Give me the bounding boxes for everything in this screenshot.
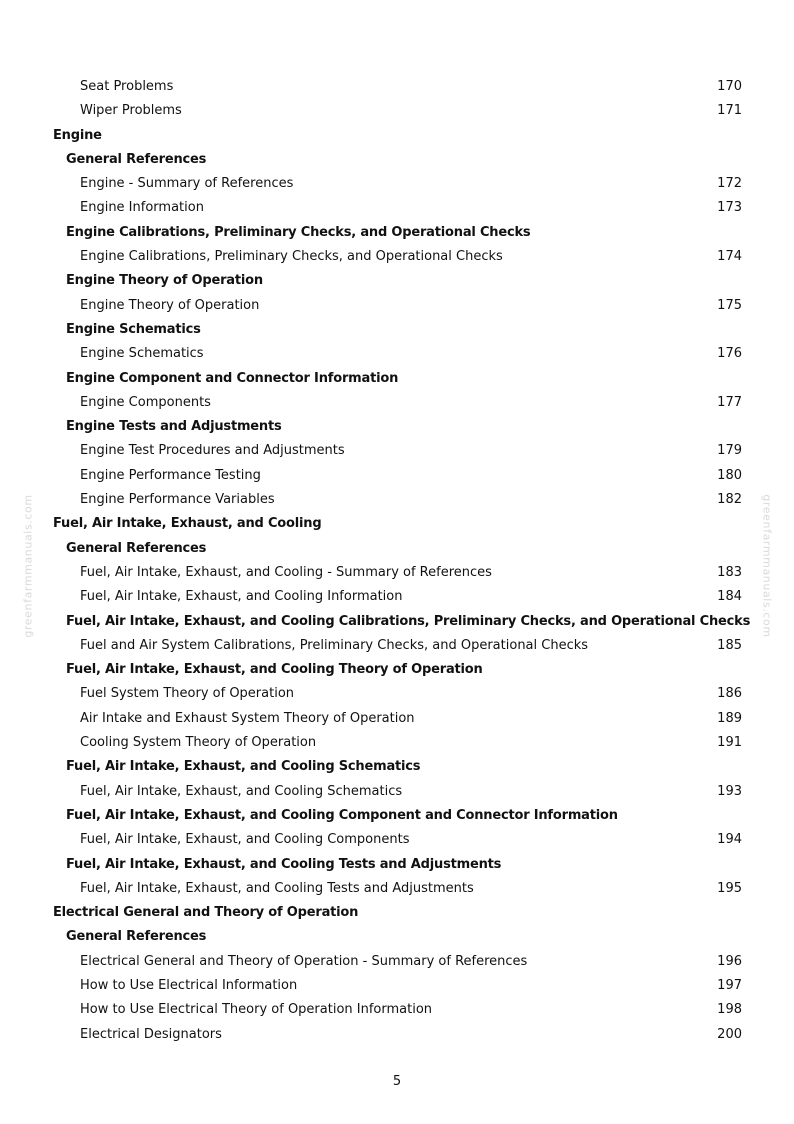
toc-page-number: 196: [717, 953, 742, 969]
page-number: 5: [392, 1074, 402, 1089]
toc-section-row[interactable]: [0, 755, 794, 779]
toc-chapter-title: Electrical General and Theory of Operation: [53, 905, 359, 921]
toc-entry-row[interactable]: [0, 998, 794, 1022]
toc-entry-row[interactable]: [0, 75, 794, 99]
toc-entry-row[interactable]: [0, 488, 794, 512]
toc-entry-title: Seat Problems: [80, 79, 174, 94]
toc-entry-row[interactable]: [0, 974, 794, 998]
toc-page-number: 200: [717, 1026, 742, 1042]
toc-page-number: 173: [717, 200, 742, 216]
toc-entry-row[interactable]: [0, 682, 794, 706]
toc-entry-row[interactable]: [0, 391, 794, 415]
toc-page-number: 198: [717, 1002, 742, 1018]
toc-page-number: 177: [717, 394, 742, 410]
toc-entry-row[interactable]: [0, 707, 794, 731]
toc-page-number: 193: [717, 783, 742, 799]
toc-entry-row[interactable]: [0, 634, 794, 658]
toc-entry-title: Air Intake and Exhaust System Theory of Operation: [80, 710, 415, 726]
toc-entry-title: Fuel and Air System Calibrations, Preliminary Checks, and Operational Checks: [80, 637, 589, 653]
toc-entry-title: Engine Performance Variables: [80, 492, 275, 508]
toc-page-number: 183: [717, 564, 742, 580]
toc-entry-title: Engine Components: [80, 394, 211, 410]
toc-entry-row[interactable]: [0, 342, 794, 366]
toc-entry-title: Electrical Designators: [80, 1026, 222, 1042]
toc-section-row[interactable]: [0, 221, 794, 245]
toc-entry-title: Fuel, Air Intake, Exhaust, and Cooling Schematics: [80, 783, 403, 799]
toc-entry-row[interactable]: [0, 172, 794, 196]
toc-page-number: 176: [717, 346, 742, 362]
toc-page-number: 194: [717, 832, 742, 848]
toc-entry-row[interactable]: [0, 585, 794, 609]
toc-entry-title: Fuel, Air Intake, Exhaust, and Cooling Components: [80, 832, 410, 848]
toc-entry-title: Electrical General and Theory of Operation - Summary of References: [80, 953, 528, 969]
toc-section-title: Fuel, Air Intake, Exhaust, and Cooling Component and Connector Information: [66, 807, 618, 823]
toc-section-title: Engine Calibrations, Preliminary Checks, and Operational Checks: [66, 224, 531, 240]
toc-entry-title: Engine Calibrations, Preliminary Checks, and Operational Checks: [80, 249, 503, 265]
toc-entry-title: Engine Information: [80, 200, 204, 216]
toc-entry-title: How to Use Electrical Theory of Operation Information: [80, 1002, 433, 1018]
toc-page-number: 179: [717, 443, 742, 459]
toc-section-title: Engine Tests and Adjustments: [66, 419, 282, 435]
toc-page-number: 184: [717, 589, 742, 605]
toc-entry-title: Fuel, Air Intake, Exhaust, and Cooling Information: [80, 589, 403, 605]
toc-chapter-title: Engine: [53, 127, 102, 143]
toc-entry-row[interactable]: [0, 245, 794, 269]
watermark-right: greenfarmmanuals.com: [760, 494, 774, 638]
watermark-left: greenfarmmanuals.com: [21, 494, 35, 638]
toc-page-number: 197: [717, 977, 742, 993]
toc-section-row[interactable]: [0, 269, 794, 293]
toc-page-number: 180: [717, 467, 742, 483]
toc-entry-row[interactable]: [0, 561, 794, 585]
toc-entry-title: Fuel System Theory of Operation: [80, 686, 295, 702]
toc-entry-title: Fuel, Air Intake, Exhaust, and Cooling Tests and Adjustments: [80, 880, 474, 896]
toc-entry-row[interactable]: [0, 196, 794, 220]
toc-section-title: Fuel, Air Intake, Exhaust, and Cooling Theory of Operation: [66, 662, 483, 678]
toc-section-title: General References: [66, 540, 207, 556]
toc-page-number: 195: [717, 880, 742, 896]
toc-entry-title: Engine Test Procedures and Adjustments: [80, 443, 345, 459]
toc-section-row[interactable]: [0, 804, 794, 828]
toc-chapter-row[interactable]: [0, 512, 794, 536]
toc-entry-row[interactable]: [0, 828, 794, 852]
toc-page-number: 191: [717, 735, 742, 751]
toc-entry-title: Cooling System Theory of Operation: [80, 735, 317, 751]
toc-entry-title: Wiper Problems: [80, 103, 182, 119]
toc-entry-title: Engine Performance Testing: [80, 467, 261, 483]
toc-entry-row[interactable]: [0, 950, 794, 974]
toc-section-row[interactable]: [0, 853, 794, 877]
toc-page-number: 172: [717, 176, 742, 192]
toc-section-row[interactable]: [0, 367, 794, 391]
toc-entry-row[interactable]: [0, 294, 794, 318]
toc-entry-row[interactable]: [0, 780, 794, 804]
toc-entry-row[interactable]: [0, 439, 794, 463]
toc-page-number: 175: [717, 297, 742, 313]
toc-entry-title: Engine - Summary of References: [80, 176, 294, 192]
toc-entry-row[interactable]: [0, 464, 794, 488]
toc-chapter-title: Fuel, Air Intake, Exhaust, and Cooling: [53, 516, 322, 532]
toc-section-row[interactable]: [0, 925, 794, 949]
toc-entry-title: Engine Schematics: [80, 346, 204, 362]
toc-section-row[interactable]: [0, 537, 794, 561]
toc-section-row[interactable]: [0, 610, 794, 634]
toc-section-row[interactable]: [0, 415, 794, 439]
toc-page-number: 186: [717, 686, 742, 702]
toc-page-number: 185: [717, 637, 742, 653]
toc-section-title: Engine Theory of Operation: [66, 273, 263, 289]
toc-entry-row[interactable]: [0, 99, 794, 123]
toc-section-title: Fuel, Air Intake, Exhaust, and Cooling Tests and Adjustments: [66, 856, 502, 872]
toc-chapter-row[interactable]: [0, 124, 794, 148]
toc-section-title: General References: [66, 151, 207, 167]
toc-page-number: 182: [717, 492, 742, 508]
toc-section-row[interactable]: [0, 148, 794, 172]
toc-page-number: 170: [717, 79, 742, 94]
toc-section-title: Engine Schematics: [66, 321, 201, 337]
toc-page-number: 174: [717, 249, 742, 265]
toc-chapter-row[interactable]: [0, 901, 794, 925]
toc-section-title: Fuel, Air Intake, Exhaust, and Cooling Calibrations, Preliminary Checks, and Operational Checks: [66, 613, 751, 629]
toc-section-title: Fuel, Air Intake, Exhaust, and Cooling Schematics: [66, 759, 421, 775]
toc-entry-title: Engine Theory of Operation: [80, 297, 260, 313]
toc-section-row[interactable]: [0, 318, 794, 342]
toc-section-row[interactable]: [0, 658, 794, 682]
toc-entry-title: How to Use Electrical Information: [80, 977, 298, 993]
toc-section-title: General References: [66, 929, 207, 945]
toc-section-title: Engine Component and Connector Information: [66, 370, 399, 386]
toc-entry-row[interactable]: [0, 731, 794, 755]
table-of-contents: [0, 75, 794, 1047]
toc-entry-row[interactable]: [0, 1023, 794, 1047]
toc-page-number: 171: [717, 103, 742, 119]
toc-page-number: 189: [717, 710, 742, 726]
toc-entry-row[interactable]: [0, 877, 794, 901]
toc-entry-title: Fuel, Air Intake, Exhaust, and Cooling - Summary of References: [80, 564, 492, 580]
